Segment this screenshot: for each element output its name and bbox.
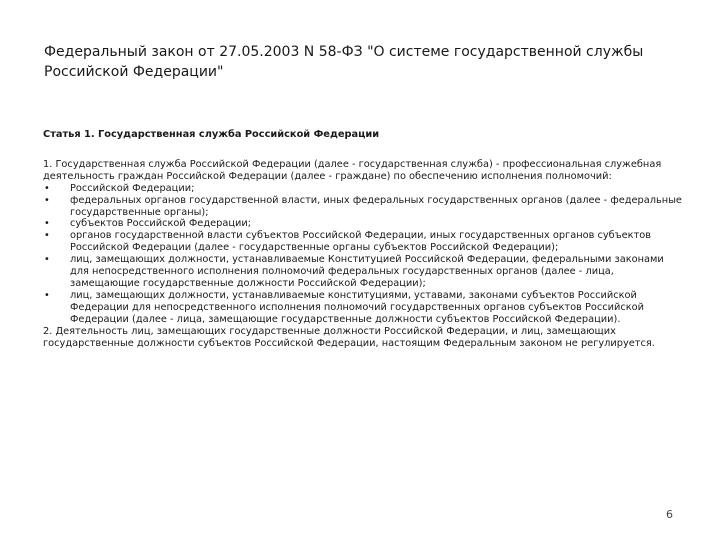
bullet-text: федеральных органов государственной власти, иных федеральных государственных органов (далее - федеральные государственные органы); [70, 194, 682, 218]
paragraph-1: 1. Государственная служба Российской Федерации (далее - государственная служба) - профессиональная служебная деятельность граждан Российской Федерации (далее - граждане) по обеспечению исполнения полномочий: [43, 158, 662, 182]
paragraph-2: 2. Деятельность лиц, замещающих государственные должности Российской Федерации, и лиц, замещающих государственные должности субъектов Российской Федерации, настоящим Федеральным законом не регулируется. [43, 325, 655, 349]
bullet-icon: • [44, 289, 50, 301]
bullet-item [43, 254, 683, 290]
bullet-list [43, 183, 683, 326]
bullet-text: субъектов Российской Федерации; [70, 218, 252, 230]
bullet-text: органов государственной власти субъектов Российской Федерации, иных государственных органов субъектов Российской Федерации (далее - государственные органы субъектов Российской Федерации); [70, 230, 652, 254]
article-heading: Статья 1. Государственная служба Российской Федерации [43, 129, 380, 140]
page-number: 6 [666, 508, 673, 521]
bullet-item [43, 230, 683, 254]
bullet-item [43, 218, 683, 230]
slide-title: Федеральный закон от 27.05.2003 N 58-ФЗ "О системе государственной службы Российской Федерации" [44, 44, 644, 80]
bullet-text: лиц, замещающих должности, устанавливаемые Конституцией Российской Федерации, федеральными законами для непосредственного исполнения полномочий федеральных государственных органов (далее - лица, замещающие государственные должности Российской Федерации); [70, 254, 664, 289]
bullet-icon: • [44, 218, 50, 230]
bullet-icon: • [44, 230, 50, 242]
bullet-icon: • [44, 254, 50, 266]
bullet-item [43, 183, 683, 195]
bullet-icon: • [44, 194, 50, 206]
bullet-text: лиц, замещающих должности, устанавливаемые конституциями, уставами, законами субъектов Российской Федерации для непосредственного исполнения полномочий государственных органов субъектов Российской Федерации (далее - лица, замещающие государственные должности субъектов Российской Федерации). [70, 289, 645, 325]
bullet-item [43, 195, 683, 219]
slide-content [43, 129, 683, 349]
bullet-text: Российской Федерации; [70, 182, 195, 194]
bullet-item [43, 290, 683, 326]
bullet-icon: • [44, 182, 50, 194]
